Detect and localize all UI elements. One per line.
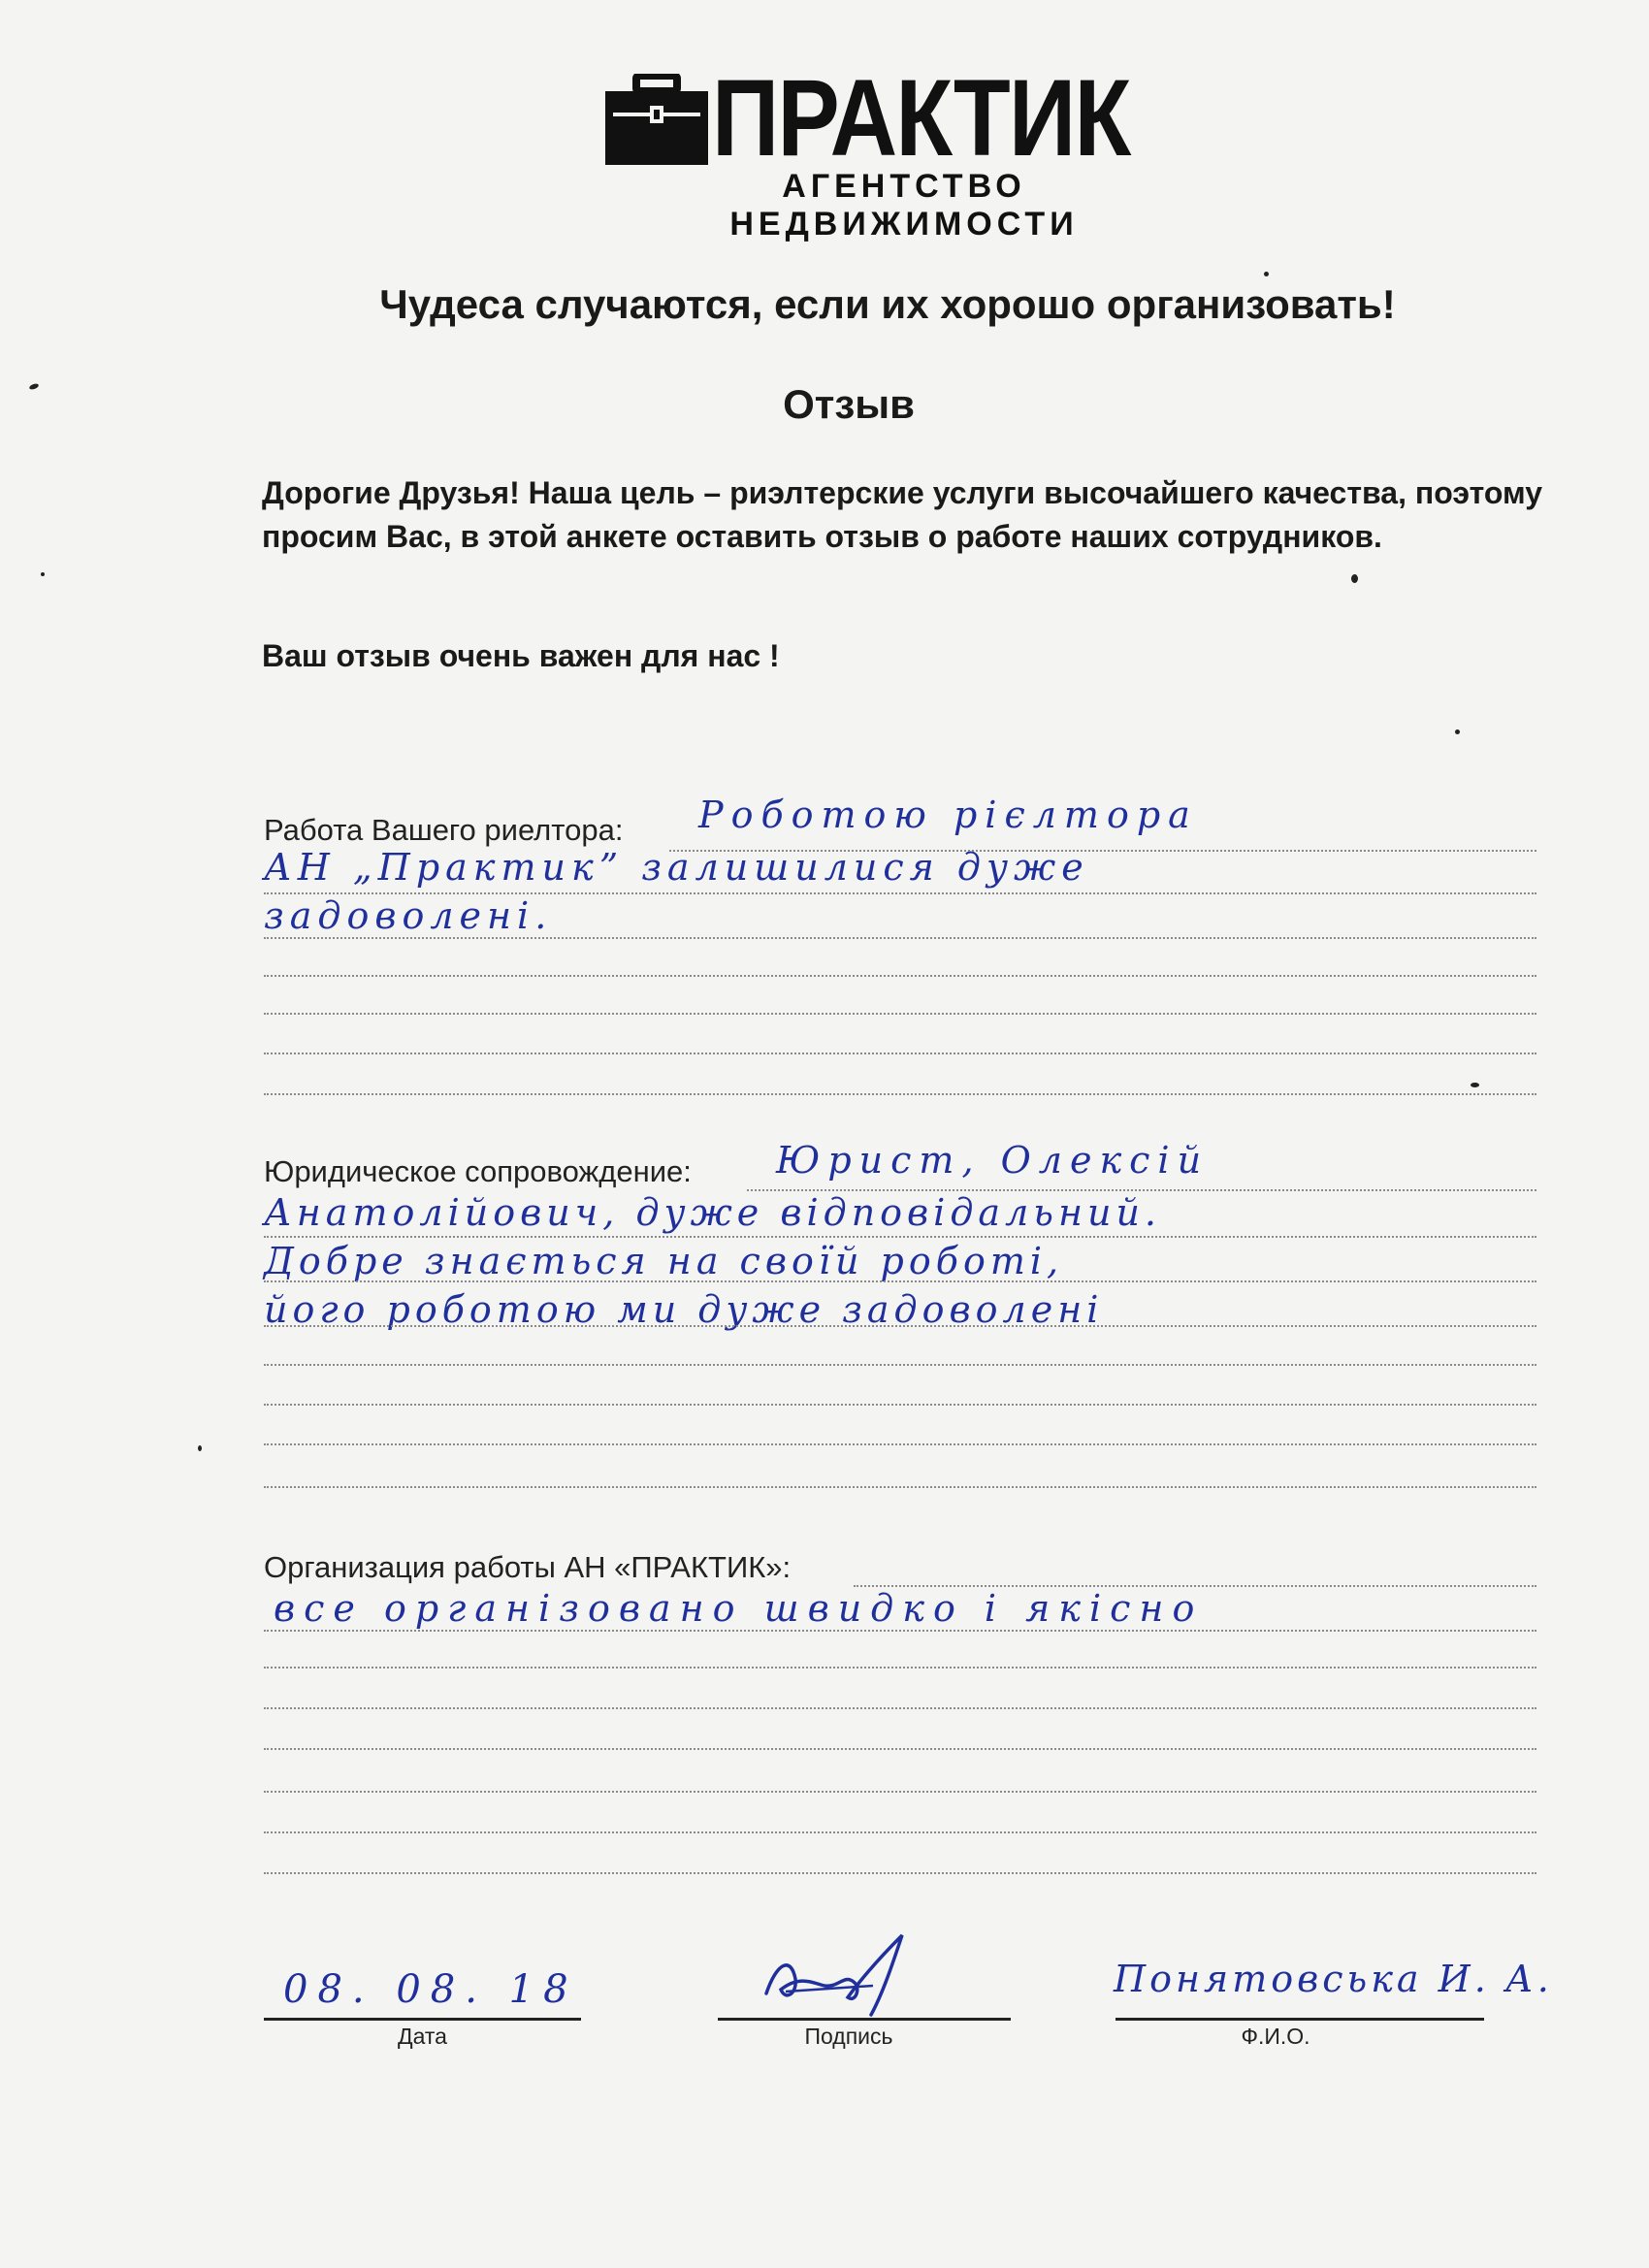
realtor-answer-line: Роботою рієлтора <box>698 794 1198 836</box>
name-line <box>1116 2018 1484 2021</box>
legal-answer-line: його роботою ми дуже задоволені <box>264 1288 1104 1331</box>
answer-line <box>264 1280 1536 1282</box>
importance-note: Ваш отзыв очень важен для нас ! <box>262 638 780 673</box>
legal-answer-line: Юрист, Олексій <box>776 1139 1210 1182</box>
organization-answer-line: все організовано швидко і якісно <box>274 1587 1204 1630</box>
logo-name: ПРАКТИК <box>712 57 1130 178</box>
signature-caption: Подпись <box>804 2024 893 2049</box>
company-logo <box>603 57 1205 243</box>
answer-line <box>264 1013 1536 1015</box>
answer-line <box>264 1325 1536 1327</box>
legal-label: Юридическое сопровождение: <box>264 1154 692 1188</box>
briefcase-icon <box>603 74 710 167</box>
scan-speck <box>1351 574 1358 583</box>
date-value: 08. 08. 18 <box>283 1967 578 2012</box>
answer-line <box>264 1707 1536 1709</box>
answer-line <box>264 1404 1536 1406</box>
name-caption: Ф.И.О. <box>1241 2024 1310 2049</box>
answer-line <box>264 1748 1536 1750</box>
answer-line <box>264 1364 1536 1366</box>
scan-speck <box>198 1445 202 1451</box>
answer-line <box>264 975 1536 977</box>
scan-speck <box>28 382 39 390</box>
answer-line <box>669 850 1536 852</box>
answer-line <box>747 1189 1536 1191</box>
scan-speck <box>1471 1083 1479 1087</box>
answer-line <box>264 1791 1536 1793</box>
signature-line <box>718 2018 1011 2021</box>
page-title: Отзыв <box>783 381 915 427</box>
answer-line <box>264 892 1536 894</box>
answer-line <box>264 1630 1536 1632</box>
name-value: Понятовська И. А. <box>1114 1958 1553 2000</box>
answer-line <box>264 1667 1536 1669</box>
answer-line <box>264 1236 1536 1238</box>
answer-line <box>264 1486 1536 1488</box>
answer-line <box>264 937 1536 939</box>
scan-speck <box>1455 729 1460 734</box>
legal-answer-line: Добре знається на своїй роботі, <box>264 1240 1064 1282</box>
intro-paragraph: Дорогие Друзья! Наша цель – риэлтерские услуги высочайшего качества, поэтому просим Вас, в этой анкете оставить отзыв о работе наших сотрудников. <box>262 475 1542 554</box>
logo-subtitle: АГЕНТСТВО НЕДВИЖИМОСТИ <box>729 168 1079 243</box>
answer-line <box>264 1831 1536 1833</box>
answer-line <box>264 1443 1536 1445</box>
date-caption: Дата <box>398 2024 447 2049</box>
answer-line <box>264 1872 1536 1874</box>
answer-line <box>854 1585 1536 1587</box>
handwritten-signature <box>747 1926 941 2018</box>
realtor-answer-line: задоволені. <box>264 894 553 937</box>
scan-speck <box>1264 272 1269 276</box>
organization-label: Организация работы АН «ПРАКТИК»: <box>264 1550 792 1584</box>
legal-answer-line: Анатолійович, дуже відповідальний. <box>264 1191 1162 1234</box>
date-line <box>264 2018 581 2021</box>
slogan: Чудеса случаются, если их хорошо организовать! <box>379 281 1396 327</box>
answer-line <box>264 1093 1536 1095</box>
scan-speck <box>41 572 45 576</box>
realtor-label: Работа Вашего риелтора: <box>264 813 624 847</box>
answer-line <box>264 1053 1536 1054</box>
realtor-answer-line: АН „Практик” залишилися дуже <box>264 846 1089 889</box>
